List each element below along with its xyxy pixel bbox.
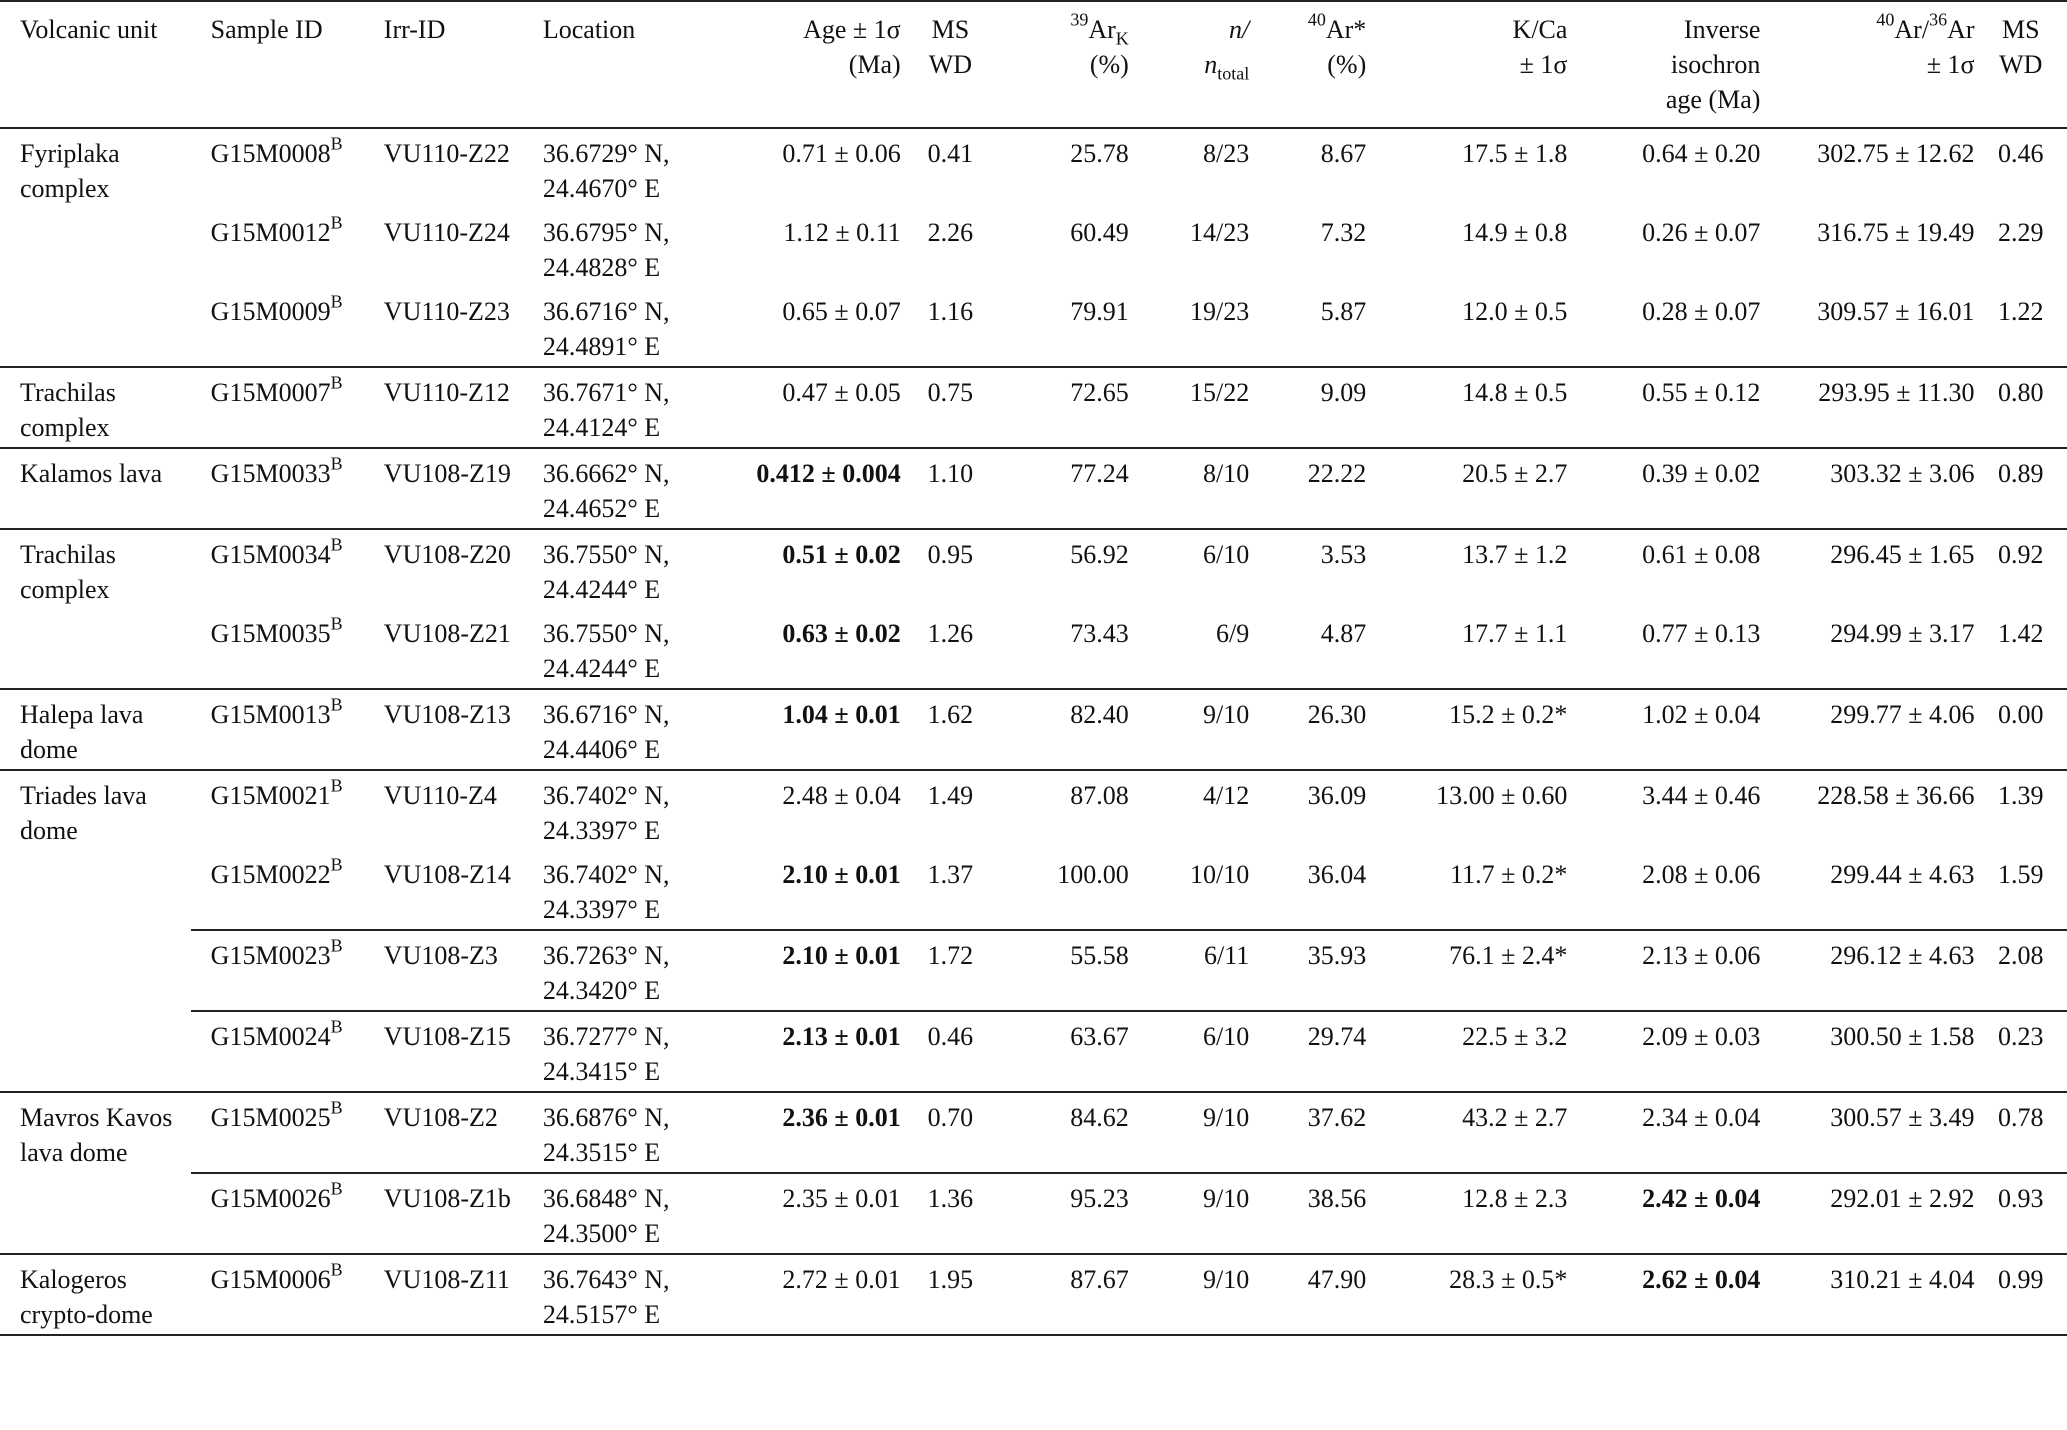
location-lat: 36.6716° N, [542,700,670,729]
n-total-cell: 14/23 [1190,218,1250,247]
ar40-ar36-cell: 303.32 ± 3.06 [1760,448,1974,529]
volcanic-unit-label: crypto-dome [20,1300,153,1329]
location-lon: 24.4124° E [542,413,661,442]
irr-id-cell: VU110-Z4 [364,770,523,850]
mswd-cell: 0.41 [901,128,1000,208]
mswd-cell: 0.95 [901,529,1000,609]
ar40-ar36-cell: 300.57 ± 3.49 [1760,1092,1974,1173]
sample-id: G15M0021 [210,781,331,810]
col-location: Location [542,15,636,44]
mswd-isochron-cell: 0.80 [1975,367,2067,448]
location-lon: 24.3415° E [542,1057,661,1086]
ar40-star-cell: 4.87 [1320,619,1367,648]
volcanic-unit-label: dome [20,735,78,764]
ar39k-cell: 55.58 [1000,930,1129,1011]
ar40-ar36-cell: 293.95 ± 11.30 [1760,367,1974,448]
ar40-star-cell: 9.09 [1249,367,1366,448]
table-row [0,529,2067,609]
n-total-cell: 6/9 [1216,619,1250,648]
volcanic-unit-cell [0,1254,191,1335]
location-cell [523,850,704,930]
n-total-cell: 9/10 [1129,689,1249,770]
n-total-cell: 8/10 [1129,448,1249,529]
sample-id: G15M0035 [210,619,331,648]
table-row [0,1254,2067,1335]
volcanic-unit-label: Kalamos lava [20,459,163,488]
location-lat: 36.6729° N, [542,139,670,168]
location-cell [523,1011,704,1092]
col-sample-id: Sample ID [210,15,323,44]
table-row [0,1011,2067,1092]
irr-id-cell: VU108-Z2 [364,1092,523,1173]
location-cell [523,287,704,367]
ar40-ar36-cell: 302.75 ± 12.62 [1760,128,1974,208]
mswd-cell: 0.46 [901,1011,1000,1092]
k-ca-cell: 76.1 ± 2.4* [1366,930,1567,1011]
sample-id-cell [191,529,364,609]
age-cell: 0.71 ± 0.06 [704,128,901,208]
ar40-ar36-cell: 292.01 ± 2.92 [1760,1173,1974,1254]
inverse-isochron-cell: 0.64 ± 0.20 [1567,128,1760,208]
ar40-star-cell: 7.32 [1320,218,1367,247]
ar40-star-cell: 8.67 [1249,128,1366,208]
sample-id-cell [191,850,364,930]
sample-id: G15M0025 [210,1103,331,1132]
volcanic-unit-cell [0,770,191,1092]
mswd-isochron-cell: 1.59 [1998,860,2044,889]
mswd-isochron-cell: 0.92 [1975,529,2067,609]
sample-id-superscript: B [330,291,343,312]
k-ca-cell: 11.7 ± 0.2* [1450,860,1568,889]
n-total-cell: 6/11 [1129,930,1249,1011]
volcanic-unit-label: complex [20,575,110,604]
n-total-cell: 6/10 [1129,1011,1249,1092]
location-cell [523,208,704,287]
location-cell [523,1092,704,1173]
n-total-cell: 4/12 [1129,770,1249,850]
volcanic-unit-label: Trachilas [20,540,116,569]
mswd-cell: 1.10 [901,448,1000,529]
mswd-cell: 1.62 [901,689,1000,770]
table-row [0,448,2067,529]
location-lat: 36.7263° N, [542,941,670,970]
mswd-cell: 1.72 [901,930,1000,1011]
mswd-isochron-cell: 0.23 [1975,1011,2067,1092]
col-mswd-isochron: MS WD [1999,15,2043,79]
ar40-ar36-cell: 316.75 ± 19.49 [1817,218,1975,247]
volcanic-unit-label: lava dome [20,1138,128,1167]
ar39k-cell: 95.23 [1000,1173,1129,1254]
volcanic-unit-cell [0,448,191,529]
location-cell [523,689,704,770]
k-ca-cell: 15.2 ± 0.2* [1366,689,1567,770]
mswd-isochron-cell: 0.46 [1975,128,2067,208]
age-cell: 0.63 ± 0.02 [782,619,901,648]
sample-id: G15M0033 [210,459,331,488]
age-cell: 0.47 ± 0.05 [704,367,901,448]
volcanic-unit-cell [0,128,191,367]
k-ca-cell: 28.3 ± 0.5* [1366,1254,1567,1335]
mswd-cell: 1.49 [901,770,1000,850]
ar40-ar36-cell: 294.99 ± 3.17 [1830,619,1975,648]
k-ca-cell: 43.2 ± 2.7 [1366,1092,1567,1173]
table-row [0,689,2067,770]
ar40-star-cell: 35.93 [1249,930,1366,1011]
inverse-isochron-cell: 0.55 ± 0.12 [1567,367,1760,448]
sample-id: G15M0008 [210,139,331,168]
k-ca-cell: 12.0 ± 0.5 [1462,297,1568,326]
col-ar39k: $^{39}Ar_K$ (%) [1070,9,1129,79]
irr-id-cell: VU108-Z14 [383,860,511,889]
volcanic-unit-label: Mavros Kavos [20,1103,173,1132]
age-cell: 0.412 ± 0.004 [704,448,901,529]
inverse-isochron-cell: 3.44 ± 0.46 [1567,770,1760,850]
col-mswd: MS WD [928,15,973,79]
k-ca-cell: 12.8 ± 2.3 [1366,1173,1567,1254]
sample-id-cell [191,1173,364,1254]
sample-id-cell [191,1092,364,1173]
inverse-isochron-cell: 0.61 ± 0.08 [1567,529,1760,609]
n-total-cell: 6/10 [1129,529,1249,609]
ar40-star-cell: 38.56 [1249,1173,1366,1254]
volcanic-unit-label: Fyriplaka [20,139,120,168]
location-lon: 24.3420° E [542,976,661,1005]
location-cell [523,1173,704,1254]
location-lat: 36.7277° N, [542,1022,670,1051]
ar40-star-cell: 29.74 [1249,1011,1366,1092]
table-row [0,367,2067,448]
sample-id: G15M0007 [210,378,331,407]
location-lon: 24.3397° E [542,816,661,845]
irr-id-cell: VU110-Z22 [364,128,523,208]
inverse-isochron-cell: 2.09 ± 0.03 [1567,1011,1760,1092]
ar39k-cell: 56.92 [1000,529,1129,609]
table-row [0,850,2067,930]
irr-id-cell: VU108-Z3 [364,930,523,1011]
sample-id-superscript: B [330,854,343,875]
sample-id-superscript: B [330,935,343,956]
col-ar40-star: $^{40}$Ar* (%) [1307,9,1367,79]
sample-id-cell [191,609,364,689]
age-cell: 2.10 ± 0.01 [704,930,901,1011]
age-cell: 2.36 ± 0.01 [704,1092,901,1173]
sample-id-cell [191,770,364,850]
n-total-cell: 15/22 [1129,367,1249,448]
col-volcanic-unit: Volcanic unit [20,15,158,44]
location-lat: 36.6795° N, [542,218,670,247]
sample-id-superscript: B [330,694,343,715]
sample-id: G15M0024 [210,1022,331,1051]
mswd-cell: 0.75 [901,367,1000,448]
sample-id-superscript: B [330,1259,343,1280]
sample-id-cell [191,1254,364,1335]
sample-id-superscript: B [330,133,343,154]
location-lon: 24.4670° E [542,174,661,203]
location-lat: 36.7643° N, [542,1265,670,1294]
volcanic-unit-label: dome [20,816,78,845]
mswd-cell: 1.95 [901,1254,1000,1335]
mswd-isochron-cell: 1.22 [1998,297,2044,326]
sample-id: G15M0023 [210,941,331,970]
inverse-isochron-cell: 2.08 ± 0.06 [1642,860,1761,889]
volcanic-unit-label: Trachilas [20,378,116,407]
k-ca-cell: 17.5 ± 1.8 [1366,128,1567,208]
location-lat: 36.7671° N, [542,378,670,407]
location-cell [523,930,704,1011]
location-lon: 24.3500° E [542,1219,661,1248]
volcanic-unit-label: Triades lava [20,781,147,810]
mswd-isochron-cell: 2.29 [1998,218,2044,247]
ar40-star-cell: 26.30 [1249,689,1366,770]
ar39k-cell: 87.67 [1000,1254,1129,1335]
location-lat: 36.7550° N, [542,619,670,648]
n-total-cell: 9/10 [1129,1254,1249,1335]
location-lat: 36.6876° N, [542,1103,670,1132]
ar40-star-cell: 36.04 [1307,860,1367,889]
age-cell: 2.35 ± 0.01 [704,1173,901,1254]
sample-id-cell [191,128,364,208]
sample-id-cell [191,1011,364,1092]
inverse-isochron-cell: 0.77 ± 0.13 [1642,619,1761,648]
ar40-ar36-cell: 299.44 ± 4.63 [1830,860,1975,889]
k-ca-cell: 14.9 ± 0.8 [1462,218,1568,247]
ar39k-cell: 60.49 [1070,218,1129,247]
irr-id-cell: VU108-Z21 [383,619,511,648]
ar39k-cell: 25.78 [1000,128,1129,208]
sample-id: G15M0012 [210,218,331,247]
location-lon: 24.4244° E [542,575,661,604]
ar40-star-cell: 47.90 [1249,1254,1366,1335]
location-cell [523,1254,704,1335]
sample-id-superscript: B [330,212,343,233]
irr-id-cell: VU108-Z11 [364,1254,523,1335]
ar39k-cell: 100.00 [1057,860,1129,889]
ar40-star-cell: 22.22 [1249,448,1366,529]
location-lon: 24.5157° E [542,1300,661,1329]
col-irr-id: Irr-ID [383,15,446,44]
sample-id-cell [191,367,364,448]
table-row [0,1173,2067,1254]
ar39k-cell: 73.43 [1070,619,1129,648]
mswd-isochron-cell: 0.93 [1975,1173,2067,1254]
location-lon: 24.4244° E [542,654,661,683]
location-cell [523,128,704,208]
n-total-cell: 8/23 [1129,128,1249,208]
location-lat: 36.7550° N, [542,540,670,569]
location-lat: 36.6662° N, [542,459,670,488]
mswd-isochron-cell: 0.89 [1975,448,2067,529]
location-lon: 24.3397° E [542,895,661,924]
k-ca-cell: 22.5 ± 3.2 [1366,1011,1567,1092]
irr-id-cell: VU110-Z23 [383,297,510,326]
table-row [0,930,2067,1011]
ar40-star-cell: 37.62 [1249,1092,1366,1173]
sample-id-cell [191,930,364,1011]
volcanic-unit-cell [0,1092,191,1254]
irr-id-cell: VU108-Z15 [364,1011,523,1092]
ar39k-cell: 79.91 [1070,297,1129,326]
table-row [0,609,2067,689]
mswd-isochron-cell: 0.00 [1975,689,2067,770]
inverse-isochron-cell: 0.39 ± 0.02 [1567,448,1760,529]
location-lon: 24.4891° E [542,332,661,361]
location-cell [523,367,704,448]
irr-id-cell: VU108-Z1b [364,1173,523,1254]
location-lon: 24.4406° E [542,735,661,764]
age-cell: 2.10 ± 0.01 [782,860,901,889]
ar40-ar36-cell: 300.50 ± 1.58 [1760,1011,1974,1092]
col-k-ca: K/Ca ± 1σ [1512,15,1568,79]
col-age: Age ± 1σ (Ma) [803,15,901,79]
irr-id-cell: VU108-Z13 [364,689,523,770]
volcanic-unit-label: complex [20,174,110,203]
inverse-isochron-cell: 0.26 ± 0.07 [1642,218,1761,247]
irr-id-cell: VU108-Z19 [364,448,523,529]
volcanic-unit-label: Halepa lava [20,700,144,729]
sample-id-superscript: B [330,1097,343,1118]
sample-id: G15M0009 [210,297,331,326]
age-cell: 2.13 ± 0.01 [704,1011,901,1092]
location-cell [523,448,704,529]
irr-id-cell: VU110-Z24 [383,218,510,247]
mswd-cell: 2.26 [927,218,974,247]
mswd-cell: 1.37 [927,860,974,889]
ar40-star-cell: 36.09 [1249,770,1366,850]
mswd-cell: 1.36 [901,1173,1000,1254]
location-lat: 36.7402° N, [542,781,670,810]
table-row [0,770,2067,850]
ar39k-cell: 63.67 [1000,1011,1129,1092]
table-row [0,128,2067,208]
n-total-cell: 19/23 [1190,297,1250,326]
sample-id-superscript: B [330,372,343,393]
sample-id-cell [191,287,364,367]
sample-id-superscript: B [330,775,343,796]
sample-id: G15M0026 [210,1184,331,1213]
sample-id-cell [191,689,364,770]
location-lon: 24.4652° E [542,494,661,523]
table-row [0,208,2067,287]
k-ca-cell: 14.8 ± 0.5 [1366,367,1567,448]
volcanic-unit-cell [0,529,191,689]
sample-id-superscript: B [330,453,343,474]
mswd-cell: 0.70 [901,1092,1000,1173]
volcanic-unit-cell [0,367,191,448]
ar40-ar36-cell: 310.21 ± 4.04 [1760,1254,1974,1335]
ar40-ar36-cell: 299.77 ± 4.06 [1760,689,1974,770]
k-ca-cell: 17.7 ± 1.1 [1462,619,1568,648]
inverse-isochron-cell: 2.42 ± 0.04 [1567,1173,1760,1254]
ar40-star-cell: 3.53 [1249,529,1366,609]
ar39k-cell: 82.40 [1000,689,1129,770]
location-cell [523,609,704,689]
sample-id-superscript: B [330,1178,343,1199]
volcanic-unit-cell [0,689,191,770]
irr-id-cell: VU110-Z12 [364,367,523,448]
sample-id-superscript: B [330,534,343,555]
sample-id-cell [191,208,364,287]
volcanic-unit-label: Kalogeros [20,1265,127,1294]
k-ca-cell: 13.00 ± 0.60 [1366,770,1567,850]
volcanic-unit-label: complex [20,413,110,442]
age-cell: 1.04 ± 0.01 [704,689,901,770]
age-cell: 0.51 ± 0.02 [704,529,901,609]
k-ca-cell: 20.5 ± 2.7 [1366,448,1567,529]
mswd-cell: 1.26 [927,619,974,648]
age-cell: 2.48 ± 0.04 [704,770,901,850]
inverse-isochron-cell: 2.13 ± 0.06 [1567,930,1760,1011]
sample-id: G15M0034 [210,540,331,569]
table-body [0,128,2067,1335]
location-cell [523,529,704,609]
age-cell: 2.72 ± 0.01 [704,1254,901,1335]
col-inverse-isochron: Inverse isochron age (Ma) [1665,15,1761,114]
ar40-star-cell: 5.87 [1320,297,1367,326]
ar39k-cell: 72.65 [1000,367,1129,448]
mswd-isochron-cell: 2.08 [1975,930,2067,1011]
inverse-isochron-cell: 2.62 ± 0.04 [1567,1254,1760,1335]
ar40-ar36-cell: 309.57 ± 16.01 [1817,297,1975,326]
mswd-isochron-cell: 1.39 [1975,770,2067,850]
mswd-isochron-cell: 1.42 [1998,619,2044,648]
sample-id: G15M0022 [210,860,331,889]
col-n-total: n/ $n_{total}$ [1204,15,1250,84]
inverse-isochron-cell: 0.28 ± 0.07 [1642,297,1761,326]
col-ar40-ar36: $^{40}$Ar/$^{36}$Ar ± 1σ [1876,9,1975,79]
table-row [0,1092,2067,1173]
ar39k-cell: 84.62 [1000,1092,1129,1173]
location-lon: 24.3515° E [542,1138,661,1167]
k-ca-cell: 13.7 ± 1.2 [1366,529,1567,609]
age-cell: 0.65 ± 0.07 [782,297,901,326]
mswd-isochron-cell: 0.78 [1975,1092,2067,1173]
inverse-isochron-cell: 1.02 ± 0.04 [1567,689,1760,770]
ar39k-cell: 87.08 [1000,770,1129,850]
location-lon: 24.4828° E [542,253,661,282]
irr-id-cell: VU108-Z20 [364,529,523,609]
sample-id: G15M0013 [210,700,331,729]
sample-id: G15M0006 [210,1265,331,1294]
location-lat: 36.7402° N, [542,860,670,889]
mswd-cell: 1.16 [927,297,974,326]
n-total-cell: 10/10 [1190,860,1250,889]
mswd-isochron-cell: 0.99 [1975,1254,2067,1335]
n-total-cell: 9/10 [1129,1092,1249,1173]
location-lat: 36.6848° N, [542,1184,670,1213]
location-cell [523,770,704,850]
sample-id-superscript: B [330,1016,343,1037]
location-lat: 36.6716° N, [542,297,670,326]
sample-id-cell [191,448,364,529]
ar40-ar36-cell: 296.12 ± 4.63 [1760,930,1974,1011]
age-cell: 1.12 ± 0.11 [783,218,901,247]
ar40-ar36-cell: 296.45 ± 1.65 [1760,529,1974,609]
inverse-isochron-cell: 2.34 ± 0.04 [1567,1092,1760,1173]
ar40-ar36-cell: 228.58 ± 36.66 [1760,770,1974,850]
n-total-cell: 9/10 [1129,1173,1249,1254]
table-header [0,1,2067,128]
table-row [0,287,2067,367]
ar39k-cell: 77.24 [1000,448,1129,529]
sample-id-superscript: B [330,613,343,634]
